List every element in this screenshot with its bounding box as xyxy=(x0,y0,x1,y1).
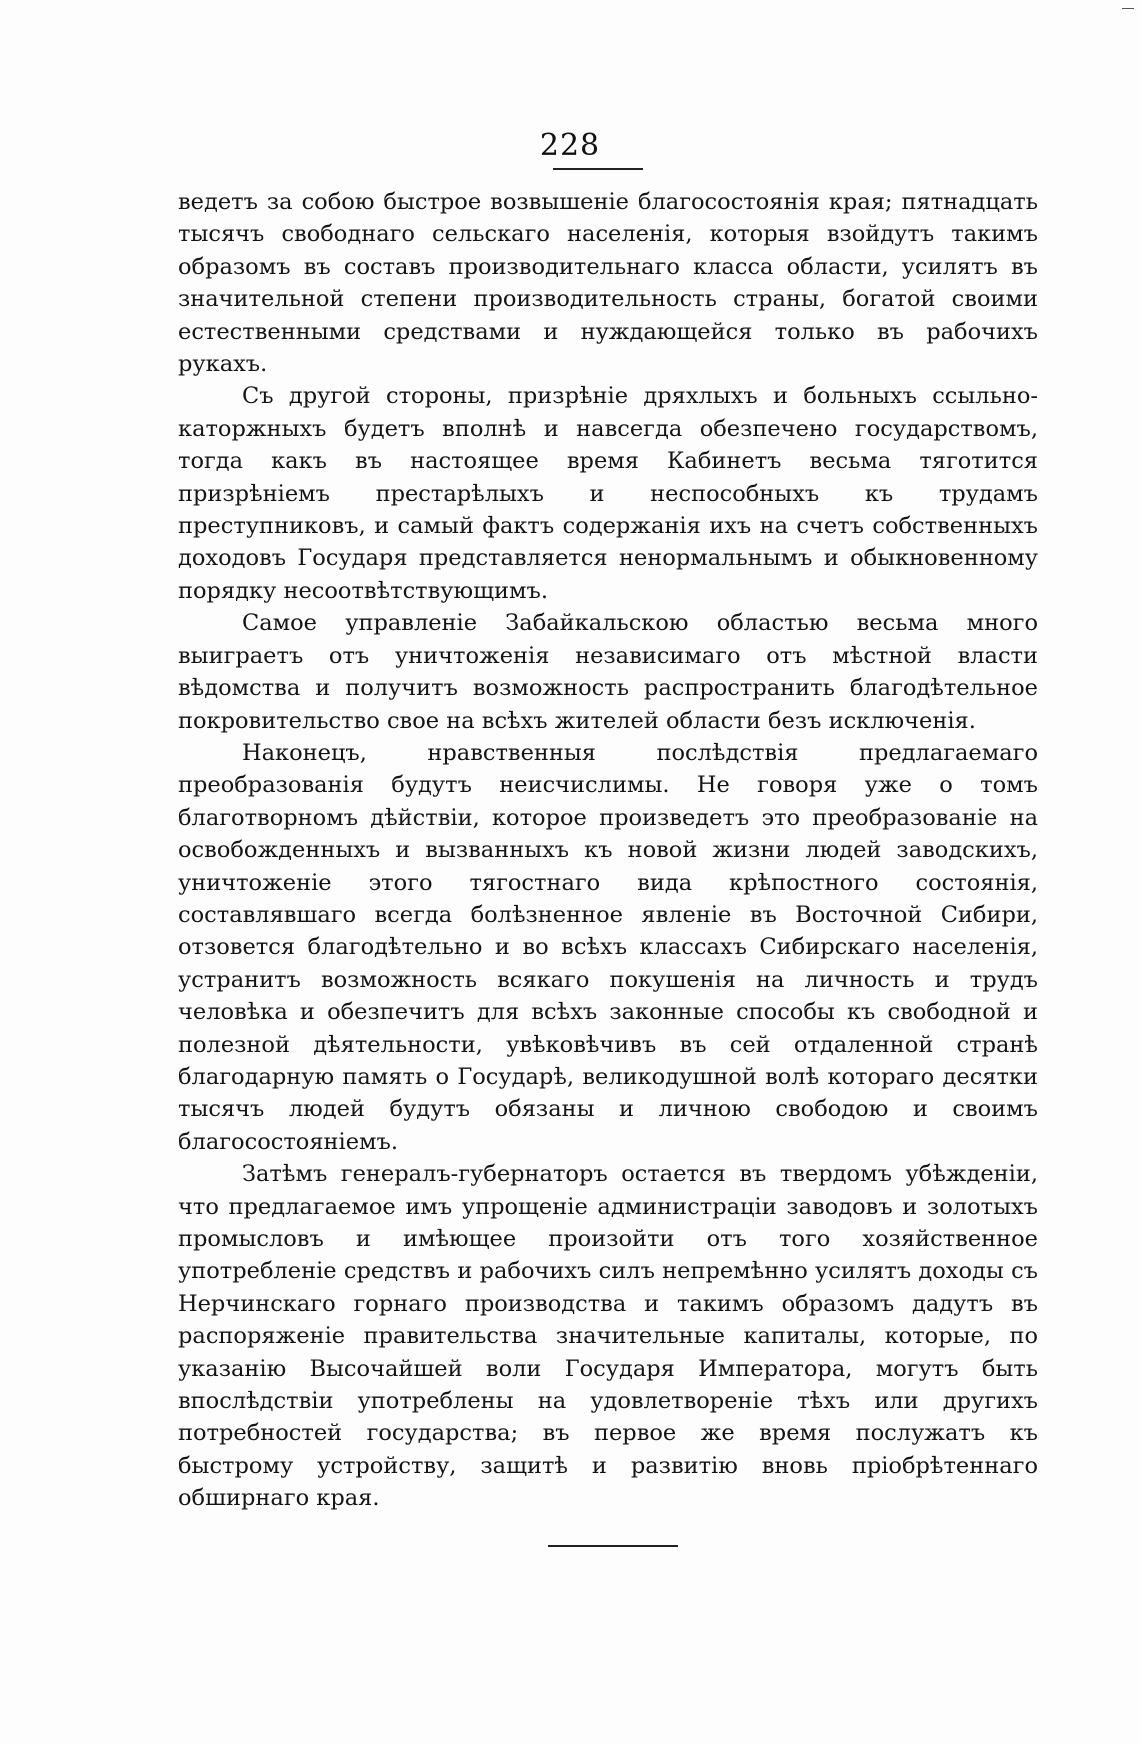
corner-mark xyxy=(1122,8,1134,9)
body-text xyxy=(178,186,1038,1515)
paragraph-3: Самое управленіе Забайкальскою областью весьма много выиграетъ отъ уничтоженія независимаго отъ мѣстной власти вѣдомства и получитъ возможность распространить благодѣтельное покровительство свое на всѣхъ жителей области безъ исключенія. xyxy=(178,610,1038,734)
page-number-rule xyxy=(553,168,643,170)
paragraph-1: ведетъ за собою быстрое возвышеніе благосостоянія края; пятнадцать тысячъ свободнаго сельскаго населенія, которыя взойдутъ такимъ образомъ въ составъ производительнаго класса области, усилятъ въ значительной степени производительность страны, богатой своими естественными средствами и нуждающейся только въ рабочихъ рукахъ. xyxy=(178,189,1038,378)
paragraph-5: Затѣмъ генералъ-губернаторъ остается въ твердомъ убѣжденіи, что предлагаемое имъ упрощеніе администраціи заводовъ и золотыхъ промысловъ и имѣющее произойти отъ того хозяйственное употребленіе средствъ и рабочихъ силъ непремѣнно усилятъ доходы съ Нерчинскаго горнаго производства и такимъ образомъ дадутъ въ распоряженіе правительства значительные капиталы, которые, по указанію Высочайшей воли Государя Императора, могутъ быть впослѣдствіи употреблены на удовлетвореніе тѣхъ или другихъ потребностей государства; въ первое же время послужатъ къ быстрому устройству, защитѣ и развитію вновь пріобрѣтеннаго обширнаго края. xyxy=(178,1161,1038,1512)
paragraph-2: Съ другой стороны, призрѣніе дряхлыхъ и больныхъ ссыльно-каторжныхъ будетъ вполнѣ и навсегда обезпечено государствомъ, тогда какъ въ настоящее время Кабинетъ весьма тяготится призрѣніемъ престарѣлыхъ и неспособныхъ къ трудамъ преступниковъ, и самый фактъ содержанія ихъ на счетъ собственныхъ доходовъ Государя представляется ненормальнымъ и обыкновенному порядку несоотвѣтствующимъ. xyxy=(178,383,1038,604)
end-divider xyxy=(548,1545,678,1547)
paragraph-4: Наконецъ, нравственныя послѣдствія предлагаемаго преобразованія будутъ неисчислимы. Не говоря уже о томъ благотворномъ дѣйствіи, которое произведетъ это преобразованіе на освобожденныхъ и вызванныхъ къ новой жизни людей заводскихъ, уничтоженіе этого тягостнаго вида крѣпостного состоянія, составлявшаго всегда болѣзненное явленіе въ Восточной Сибири, отзовется благодѣтельно и во всѣхъ классахъ Сибирскаго населенія, устранитъ возможность всякаго покушенія на личность и трудъ человѣка и обезпечитъ для всѣхъ законные способы къ свободной и полезной дѣятельности, увѣковѣчивъ въ сей отдаленной странѣ благодарную память о Государѣ, великодушной волѣ котораго десятки тысячъ людей будутъ обязаны и личною свободою и своимъ благосостояніемъ. xyxy=(178,739,1038,1155)
page-number: 228 xyxy=(539,128,601,163)
